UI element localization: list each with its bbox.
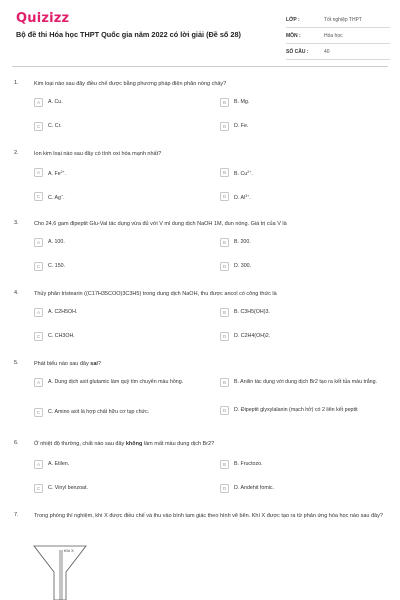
meta-row-count <box>286 44 390 60</box>
option-b[interactable] <box>220 168 388 178</box>
option-c[interactable] <box>34 332 202 341</box>
question-number: 1. <box>14 80 19 86</box>
option-letter-box: B <box>220 168 229 177</box>
question-number: 2. <box>14 150 19 156</box>
option-letter-box: B <box>220 98 229 107</box>
option-letter-box: B <box>220 308 229 317</box>
option-text: B. C3H5(OH)3. <box>234 309 270 315</box>
option-text: B. 200. <box>234 239 251 245</box>
option-b[interactable] <box>220 378 388 387</box>
question-7 <box>12 512 390 542</box>
option-c[interactable] <box>34 192 202 202</box>
question-4 <box>12 290 390 350</box>
option-a[interactable] <box>34 308 202 317</box>
meta-key: SỐ CÂU : <box>286 48 309 55</box>
option-text: D. $Al^{3+}$. <box>234 194 251 201</box>
option-text: A. 100. <box>48 239 65 245</box>
option-letter-box: A <box>34 98 43 107</box>
question-text: Phát biểu nào sau đây sai? <box>34 361 101 367</box>
option-letter-box: B <box>220 238 229 247</box>
question-number: 3. <box>14 220 19 226</box>
question-text: Cho 24,6 gam đipeptit Glu-Val tác dụng vừa đủ với V ml dung dịch NaOH 1M, đun nóng. Giá trị của V là <box>34 221 287 227</box>
option-d[interactable] <box>220 484 388 493</box>
option-a[interactable] <box>34 168 202 178</box>
option-b[interactable] <box>220 308 388 317</box>
option-letter-box: A <box>34 460 43 469</box>
option-letter-box: D <box>220 192 229 201</box>
option-text: C. CH3OH. <box>48 333 75 339</box>
question-text: Thủy phân tristearin ((C17H35COO)3C3H5) trong dung dịch NaOH, thu được ancol có công thức là <box>34 291 277 297</box>
meta-key: MÔN : <box>286 32 301 39</box>
quizizz-logo: Quizizz <box>16 11 70 26</box>
option-letter-box: B <box>220 460 229 469</box>
worksheet-header <box>0 0 400 70</box>
meta-key: LỚP : <box>286 16 300 23</box>
question-number: 4. <box>14 290 19 296</box>
question-text: Ở nhiệt độ thường, chất nào sau đây không làm mất màu dung dịch Br2? <box>34 441 215 447</box>
option-letter-box: D <box>220 122 229 131</box>
option-text: B. Anilin tác dụng với dung dịch Br2 tạo ra kết tủa màu trắng. <box>234 379 378 385</box>
option-c[interactable] <box>34 262 202 271</box>
option-text: D. 300. <box>234 263 252 269</box>
option-letter-box: C <box>34 262 43 271</box>
option-a[interactable] <box>34 460 202 469</box>
question-text: Trong phòng thí nghiệm, khí X được điều chế và thu vào bình tam giác theo hình vẽ bên. Khí X được tạo ra từ phản ứng hóa học nào sau đây? <box>34 513 383 519</box>
option-text: D. C2H4(OH)2. <box>234 333 271 339</box>
option-text: D. Andehit fomic. <box>234 485 275 491</box>
option-text: D. Fe. <box>234 123 249 129</box>
option-text: A. C2H5OH. <box>48 309 78 315</box>
option-d[interactable] <box>220 332 388 341</box>
option-text: A. Etilen. <box>48 461 70 467</box>
meta-value: Hóa học <box>324 32 343 39</box>
question-2 <box>12 150 390 210</box>
option-b[interactable] <box>220 98 388 107</box>
option-letter-box: A <box>34 308 43 317</box>
option-text: C. Amino axit là hợp chất hữu cơ tạp chức. <box>48 409 150 415</box>
question-text: Ion kim loại nào sau đây có tính oxi hóa mạnh nhất? <box>34 151 162 157</box>
question-1 <box>12 80 390 140</box>
option-letter-box: D <box>220 406 229 415</box>
question-text: Kim loại nào sau đây điều chế được bằng phương pháp điện phân nóng chảy? <box>34 81 227 87</box>
option-text: D. Đipeptit glyxylalanin (mạch hở) có 2 liên kết peptit <box>234 407 358 413</box>
option-text: A. $Fe^{2+}$. <box>48 170 67 177</box>
option-text: C. Vinyl benzoat. <box>48 485 88 491</box>
option-text: C. Cr. <box>48 123 62 129</box>
option-a[interactable] <box>34 98 202 107</box>
worksheet-meta <box>286 12 390 60</box>
option-text: A. Cu. <box>48 99 63 105</box>
gas-label: Khí X <box>64 548 74 553</box>
option-c[interactable] <box>34 408 202 417</box>
header-divider <box>12 66 388 67</box>
option-letter-box: C <box>34 408 43 417</box>
option-text: B. Fructozo. <box>234 461 263 467</box>
option-text: A. Dung dịch axit glutamic làm quỳ tím chuyển màu hồng. <box>48 379 184 385</box>
option-b[interactable] <box>220 460 388 469</box>
question-number: 5. <box>14 360 19 366</box>
option-letter-box: C <box>34 332 43 341</box>
option-letter-box: C <box>34 122 43 131</box>
option-c[interactable] <box>34 122 202 131</box>
option-a[interactable] <box>34 238 202 247</box>
option-letter-box: C <box>34 484 43 493</box>
flask-diagram <box>30 542 100 600</box>
option-d[interactable] <box>220 262 388 271</box>
question-number: 6. <box>14 440 19 446</box>
option-letter-box: A <box>34 378 43 387</box>
option-text: B. $Cu^{2+}$. <box>234 170 253 177</box>
option-a[interactable] <box>34 378 202 387</box>
option-letter-box: D <box>220 262 229 271</box>
option-letter-box: C <box>34 192 43 201</box>
question-number: 7. <box>14 512 19 518</box>
option-text: C. 150. <box>48 263 66 269</box>
option-letter-box: A <box>34 168 43 177</box>
option-letter-box: D <box>220 484 229 493</box>
worksheet-title: Bộ đề thi Hóa học THPT Quốc gia năm 2022 có lời giải (Đề số 28) <box>16 30 241 39</box>
option-letter-box: B <box>220 378 229 387</box>
meta-value: Tốt nghiệp THPT <box>324 16 362 23</box>
option-letter-box: A <box>34 238 43 247</box>
meta-row-class <box>286 12 390 28</box>
option-d[interactable] <box>220 192 388 202</box>
option-b[interactable] <box>220 238 388 247</box>
option-text: B. Mg. <box>234 99 250 105</box>
option-text: C. Ag+. <box>48 194 65 201</box>
question-6 <box>12 440 390 500</box>
option-letter-box: D <box>220 332 229 341</box>
question-5 <box>12 360 390 432</box>
option-d[interactable] <box>220 122 388 131</box>
meta-value: 40 <box>324 48 330 55</box>
question-3 <box>12 220 390 280</box>
option-d[interactable] <box>220 406 388 415</box>
option-c[interactable] <box>34 484 202 493</box>
meta-row-subject <box>286 28 390 44</box>
